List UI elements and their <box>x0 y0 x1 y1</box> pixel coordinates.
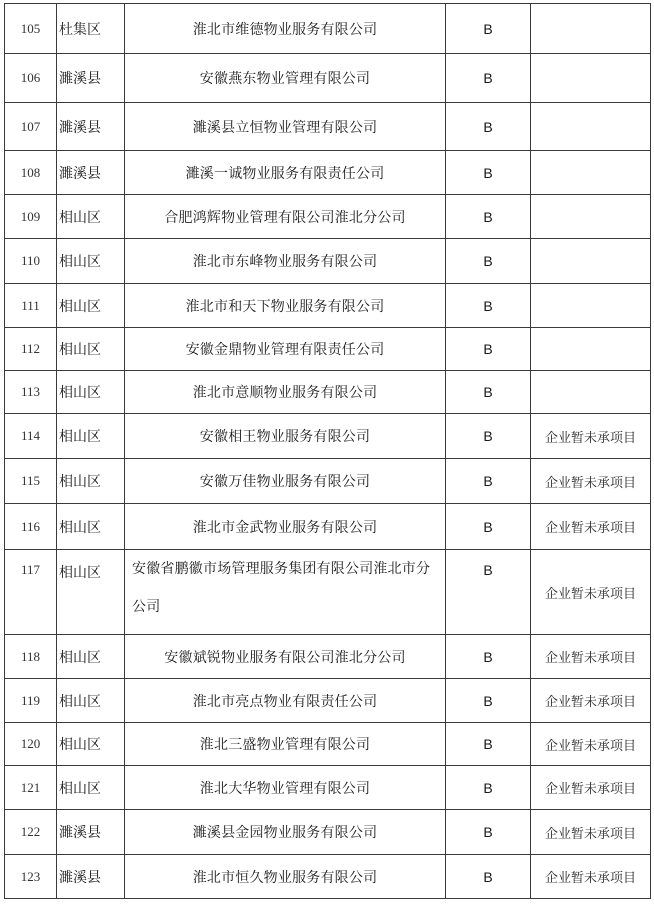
table-row <box>5 810 651 855</box>
company-name-cell: 淮北市恒久物业服务有限公司 <box>125 855 446 899</box>
row-number: 110 <box>5 239 57 284</box>
row-number: 123 <box>5 855 57 899</box>
table-row <box>5 195 651 239</box>
row-number: 122 <box>5 810 57 855</box>
row-number: 115 <box>5 459 57 504</box>
row-number: 118 <box>5 635 57 679</box>
note-cell: 企业暂未承项目 <box>531 459 651 504</box>
note-cell: 企业暂未承项目 <box>531 855 651 899</box>
table-row <box>5 284 651 328</box>
table-row <box>5 151 651 195</box>
table-row <box>5 414 651 459</box>
grade-cell: B <box>446 151 531 195</box>
table-row <box>5 4 651 54</box>
row-number: 106 <box>5 54 57 103</box>
table-row <box>5 766 651 810</box>
table-row <box>5 550 651 635</box>
table-row <box>5 723 651 766</box>
row-number: 116 <box>5 504 57 550</box>
property-company-table <box>4 3 651 899</box>
district-cell: 濉溪县 <box>57 103 125 151</box>
note-cell <box>531 284 651 328</box>
table-row <box>5 504 651 550</box>
row-number: 114 <box>5 414 57 459</box>
district-cell: 濉溪县 <box>57 151 125 195</box>
company-name-cell: 安徽斌锐物业服务有限公司淮北分公司 <box>125 635 446 679</box>
table-body <box>5 4 651 899</box>
company-name-cell: 淮北市意顺物业服务有限公司 <box>125 371 446 414</box>
district-cell: 相山区 <box>57 550 125 635</box>
grade-cell: B <box>446 414 531 459</box>
note-cell: 企业暂未承项目 <box>531 723 651 766</box>
note-cell <box>531 103 651 151</box>
note-cell: 企业暂未承项目 <box>531 635 651 679</box>
row-number: 111 <box>5 284 57 328</box>
company-name-cell: 安徽省鹏徽市场管理服务集团有限公司淮北市分公司 <box>125 550 446 635</box>
district-cell: 相山区 <box>57 239 125 284</box>
grade-cell: B <box>446 328 531 371</box>
row-number: 108 <box>5 151 57 195</box>
grade-cell: B <box>446 54 531 103</box>
district-cell: 相山区 <box>57 328 125 371</box>
table-row <box>5 679 651 723</box>
row-number: 112 <box>5 328 57 371</box>
table-row <box>5 371 651 414</box>
grade-cell: B <box>446 679 531 723</box>
district-cell: 相山区 <box>57 284 125 328</box>
grade-cell: B <box>446 195 531 239</box>
company-name-cell: 濉溪一诚物业服务有限责任公司 <box>125 151 446 195</box>
note-cell: 企业暂未承项目 <box>531 504 651 550</box>
district-cell: 相山区 <box>57 504 125 550</box>
district-cell: 相山区 <box>57 679 125 723</box>
grade-cell: B <box>446 723 531 766</box>
company-name-cell: 安徽燕东物业管理有限公司 <box>125 54 446 103</box>
note-cell: 企业暂未承项目 <box>531 414 651 459</box>
note-cell <box>531 151 651 195</box>
note-cell <box>531 195 651 239</box>
grade-cell: B <box>446 810 531 855</box>
table-row <box>5 635 651 679</box>
table-row <box>5 328 651 371</box>
district-cell: 相山区 <box>57 414 125 459</box>
company-name-cell: 安徽金鼎物业管理有限责任公司 <box>125 328 446 371</box>
row-number: 107 <box>5 103 57 151</box>
grade-cell: B <box>446 284 531 328</box>
row-number: 113 <box>5 371 57 414</box>
company-name-cell: 濉溪县立恒物业管理有限公司 <box>125 103 446 151</box>
district-cell: 濉溪县 <box>57 810 125 855</box>
row-number: 121 <box>5 766 57 810</box>
company-name-cell: 合肥鸿辉物业管理有限公司淮北分公司 <box>125 195 446 239</box>
table-row <box>5 103 651 151</box>
grade-cell: B <box>446 459 531 504</box>
company-name-cell: 安徽万佳物业服务有限公司 <box>125 459 446 504</box>
district-cell: 杜集区 <box>57 4 125 54</box>
district-cell: 濉溪县 <box>57 855 125 899</box>
table-row <box>5 239 651 284</box>
grade-cell: B <box>446 504 531 550</box>
table-row <box>5 54 651 103</box>
table-row <box>5 855 651 899</box>
district-cell: 濉溪县 <box>57 54 125 103</box>
grade-cell: B <box>446 4 531 54</box>
table-row <box>5 459 651 504</box>
company-name-cell: 淮北市维德物业服务有限公司 <box>125 4 446 54</box>
grade-cell: B <box>446 550 531 635</box>
row-number: 105 <box>5 4 57 54</box>
row-number: 117 <box>5 550 57 635</box>
note-cell: 企业暂未承项目 <box>531 766 651 810</box>
note-cell: 企业暂未承项目 <box>531 550 651 635</box>
note-cell: 企业暂未承项目 <box>531 679 651 723</box>
district-cell: 相山区 <box>57 766 125 810</box>
note-cell <box>531 328 651 371</box>
company-name-cell: 淮北市和天下物业服务有限公司 <box>125 284 446 328</box>
row-number: 109 <box>5 195 57 239</box>
company-name-cell: 淮北三盛物业管理有限公司 <box>125 723 446 766</box>
grade-cell: B <box>446 239 531 284</box>
note-cell <box>531 239 651 284</box>
district-cell: 相山区 <box>57 723 125 766</box>
district-cell: 相山区 <box>57 371 125 414</box>
grade-cell: B <box>446 635 531 679</box>
note-cell: 企业暂未承项目 <box>531 810 651 855</box>
grade-cell: B <box>446 855 531 899</box>
grade-cell: B <box>446 371 531 414</box>
district-cell: 相山区 <box>57 195 125 239</box>
company-name-cell: 濉溪县金园物业服务有限公司 <box>125 810 446 855</box>
grade-cell: B <box>446 766 531 810</box>
company-name-cell: 淮北市金武物业服务有限公司 <box>125 504 446 550</box>
note-cell <box>531 4 651 54</box>
row-number: 120 <box>5 723 57 766</box>
company-name-cell: 淮北市东峰物业服务有限公司 <box>125 239 446 284</box>
company-name-cell: 淮北大华物业管理有限公司 <box>125 766 446 810</box>
company-name-cell: 淮北市亮点物业有限责任公司 <box>125 679 446 723</box>
note-cell <box>531 54 651 103</box>
district-cell: 相山区 <box>57 459 125 504</box>
grade-cell: B <box>446 103 531 151</box>
row-number: 119 <box>5 679 57 723</box>
district-cell: 相山区 <box>57 635 125 679</box>
note-cell <box>531 371 651 414</box>
company-name-cell: 安徽相王物业服务有限公司 <box>125 414 446 459</box>
